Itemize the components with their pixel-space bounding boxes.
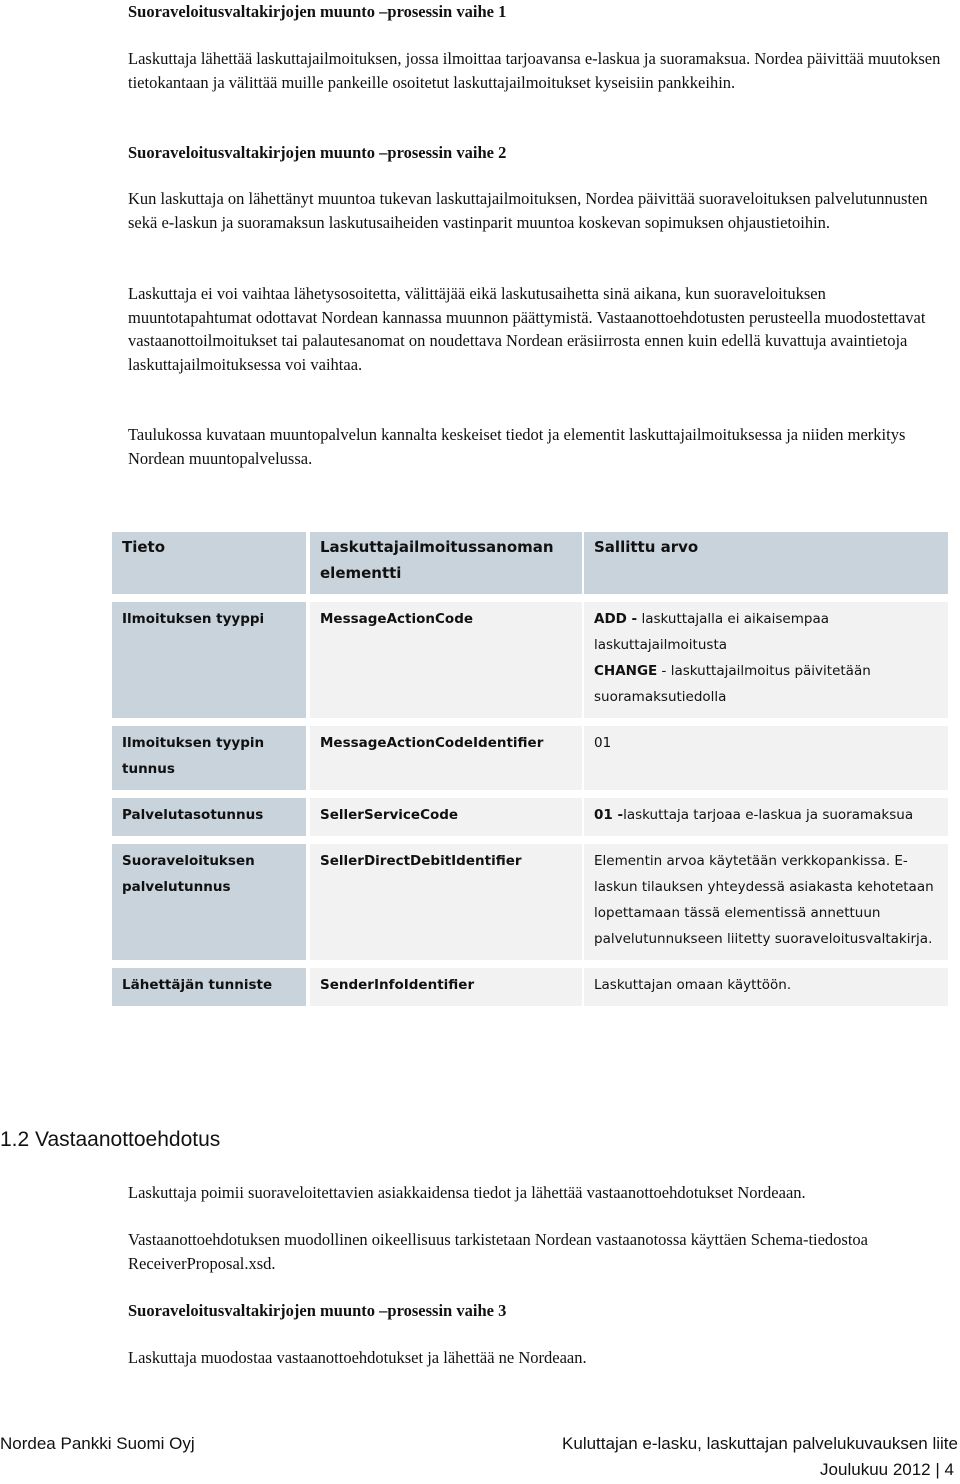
cell-tieto: Lähettäjän tunniste xyxy=(112,968,310,1008)
footer-company: Nordea Pankki Suomi Oyj xyxy=(0,1434,195,1453)
table-row xyxy=(112,798,948,838)
cell-value xyxy=(584,798,948,838)
cell-value xyxy=(584,602,948,720)
section-title: 1.2 Vastaanottoehdotus xyxy=(0,1128,221,1151)
column-header-element: Laskuttajailmoitussanoman elementti xyxy=(310,532,584,596)
table-row xyxy=(112,844,948,962)
cell-element: SellerServiceCode xyxy=(310,798,584,838)
heading-phase-3: Suoraveloitusvaltakirjojen muunto –prosessin vaihe 3 xyxy=(128,1301,507,1320)
paragraph-phase-1: Laskuttaja lähettää laskuttajailmoituksen, jossa ilmoittaa tarjoavansa e-laskua ja suoramaksua. Nordea päivittää muutoksen tietokantaan ja välittää muille pankeille osoitetut laskuttajailmoitukset kyseisiin pankkeihin. xyxy=(128,49,941,92)
cell-tieto: Ilmoituksen tyypin tunnus xyxy=(112,726,310,792)
column-header-value: Sallittu arvo xyxy=(584,532,948,596)
paragraph-proposal: Laskuttaja poimii suoraveloitettavien asiakkaidensa tiedot ja lähettää vastaanottoehdotukset Nordeaan. xyxy=(128,1183,806,1202)
cell-element: MessageActionCode xyxy=(310,602,584,720)
element-table xyxy=(112,532,948,1008)
paragraph-validation: Vastaanottoehdotuksen muodollinen oikeellisuus tarkistetaan Nordean vastaanotossa käyttäen Schema-tiedostoa ReceiverProposal.xsd. xyxy=(128,1230,869,1273)
cell-value: 01 xyxy=(584,726,948,792)
value-text: - laskuttajailmoitus päivitetään suoramaksutiedolla xyxy=(594,663,871,705)
value-keyword: ADD - xyxy=(594,611,638,627)
heading-phase-2: Suoraveloitusvaltakirjojen muunto –prosessin vaihe 2 xyxy=(128,143,507,162)
footer-date: Joulukuu 2012 xyxy=(820,1460,931,1479)
heading-phase-1: Suoraveloitusvaltakirjojen muunto –prosessin vaihe 1 xyxy=(128,2,507,21)
paragraph-restrictions: Laskuttaja ei voi vaihtaa lähetysosoitetta, välittäjää eikä laskutusaihetta sinä aikana, kun suoraveloituksen muuntotapahtumat odottavat Nordean kannassa muunnon päättymistä. Vastaanottoehdotusten perusteella muodostettavat vastaanottoilmoitukset tai palautesanomat on noudettava Nordean eräsiirrosta ennen kuin edellä kuvattuja avaintietoja laskuttajailmoituksessa voi vaihtaa. xyxy=(128,284,926,374)
cell-value: Elementin arvoa käytetään verkkopankissa. E-laskun tilauksen yhteydessä asiakasta kehotetaan lopettamaan tässä elementissä annettuun palvelutunnukseen liitetty suoraveloitusvaltakirja. xyxy=(584,844,948,962)
footer-doc-title: Kuluttajan e-lasku, laskuttajan palvelukuvauksen liite xyxy=(562,1434,958,1453)
value-text: laskuttaja tarjoaa e-laskua ja suoramaksua xyxy=(623,807,914,823)
cell-element: SenderInfoIdentifier xyxy=(310,968,584,1008)
footer-date-page xyxy=(820,1460,954,1480)
table-row xyxy=(112,726,948,792)
value-text: laskuttajalla ei aikaisempaa laskuttajailmoitusta xyxy=(594,611,830,653)
cell-tieto: Palvelutasotunnus xyxy=(112,798,310,838)
cell-element: MessageActionCodeIdentifier xyxy=(310,726,584,792)
table-header-row xyxy=(112,532,948,596)
table-row xyxy=(112,602,948,720)
column-header-tieto: Tieto xyxy=(112,532,310,596)
paragraph-phase-2: Kun laskuttaja on lähettänyt muuntoa tukevan laskuttajailmoituksen, Nordea päivittää suoraveloituksen palvelutunnusten sekä e-laskun ja suoramaksun laskutusaiheiden vastinparit muuntoa koskevan sopimuksen ohjaustietoihin. xyxy=(128,189,928,232)
cell-tieto: Ilmoituksen tyyppi xyxy=(112,602,310,720)
value-keyword: CHANGE xyxy=(594,663,658,679)
cell-value: Laskuttajan omaan käyttöön. xyxy=(584,968,948,1008)
cell-tieto: Suoraveloituksen palvelutunnus xyxy=(112,844,310,962)
cell-element: SellerDirectDebitIdentifier xyxy=(310,844,584,962)
footer-page-number: 4 xyxy=(944,1460,954,1479)
value-keyword: 01 - xyxy=(594,807,624,823)
footer-separator: | xyxy=(935,1460,940,1479)
table-row xyxy=(112,968,948,1008)
paragraph-table-intro: Taulukossa kuvataan muuntopalvelun kannalta keskeiset tiedot ja elementit laskuttajailmoituksessa ja niiden merkitys Nordean muuntopalvelussa. xyxy=(128,425,906,468)
paragraph-phase-3: Laskuttaja muodostaa vastaanottoehdotukset ja lähettää ne Nordeaan. xyxy=(128,1348,587,1367)
